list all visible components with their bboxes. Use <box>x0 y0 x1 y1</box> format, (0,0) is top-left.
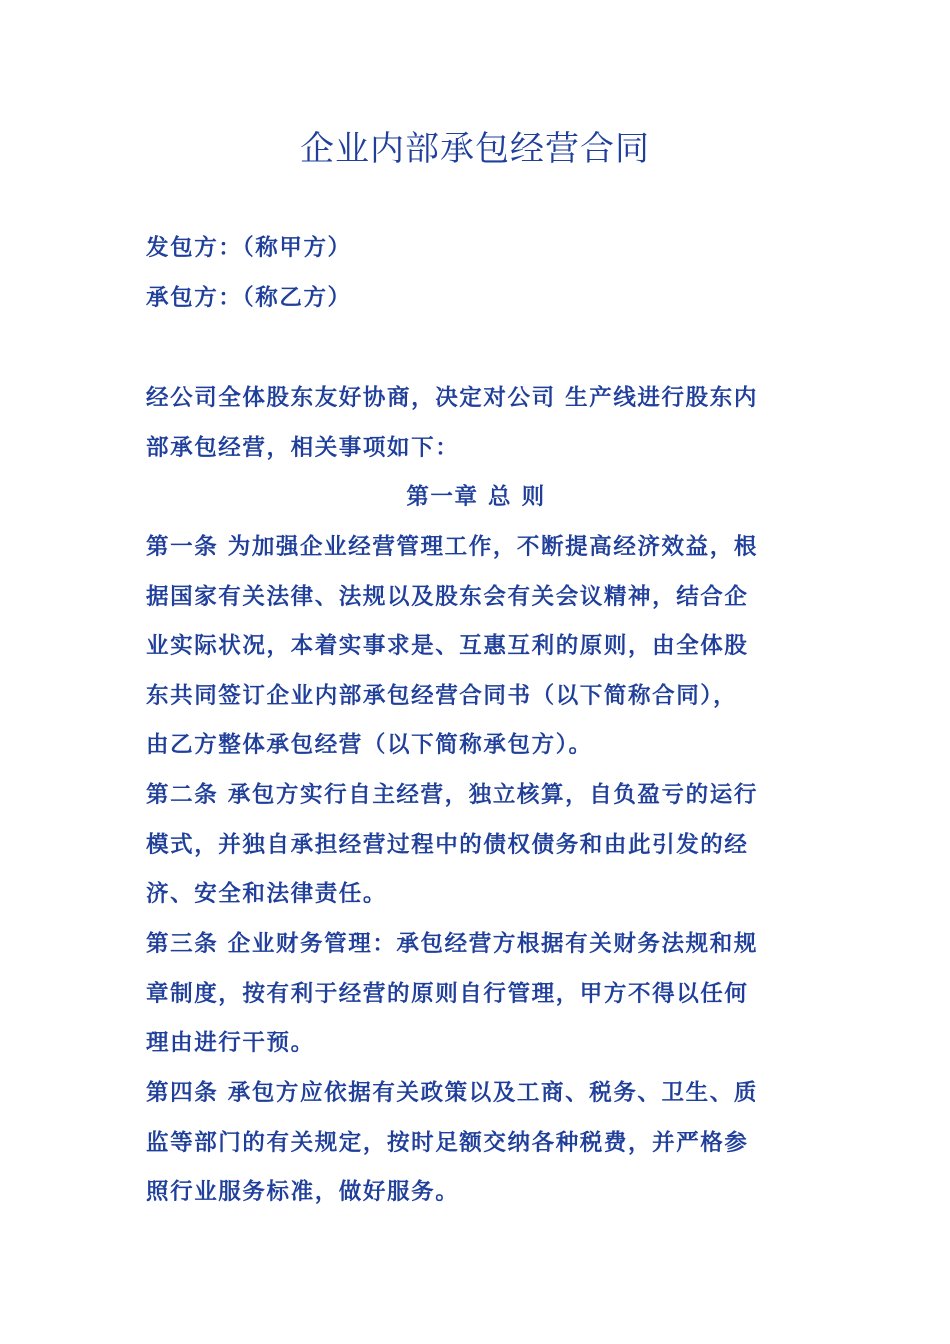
employer-party: 发包方：（称甲方） <box>146 235 352 261</box>
article-3 <box>146 920 806 1069</box>
intro-line: 部承包经营，相关事项如下： <box>146 434 460 461</box>
article-line: 监等部门的有关规定，按时足额交纳各种税费，并严格参 <box>146 1129 749 1156</box>
intro-paragraph <box>146 374 806 473</box>
article-4 <box>146 1069 806 1218</box>
article-line: 章制度，按有利于经营的原则自行管理，甲方不得以任何 <box>146 980 749 1007</box>
article-line: 第一条 为加强企业经营管理工作，不断提高经济效益，根 <box>146 534 758 560</box>
article-line: 第二条 承包方实行自主经营，独立核算，自负盈亏的运行 <box>146 782 758 808</box>
chapter-heading: 第一章 总 则 <box>406 484 546 510</box>
article-line: 照行业服务标准，做好服务。 <box>146 1179 460 1205</box>
article-line: 由乙方整体承包经营（以下简称承包方）。 <box>146 732 593 758</box>
intro-line: 经公司全体股东友好协商，决定对公司 生产线进行股东内 <box>146 385 758 411</box>
contractor-party: 承包方：（称乙方） <box>146 284 352 311</box>
article-line: 济、安全和法律责任。 <box>146 881 388 907</box>
article-line: 东共同签订企业内部承包经营合同书（以下简称合同）， <box>146 682 738 709</box>
article-2 <box>146 771 806 920</box>
article-line: 理由进行干预。 <box>146 1030 315 1056</box>
article-line: 据国家有关法律、法规以及股东会有关会议精神，结合企 <box>146 583 749 610</box>
article-1 <box>146 523 806 771</box>
article-line: 业实际状况，本着实事求是、互惠互利的原则，由全体股 <box>146 633 749 659</box>
article-line: 模式，并独自承担经营过程中的债权债务和由此引发的经 <box>146 831 749 858</box>
parties-block <box>146 224 806 323</box>
article-line: 第三条 企业财务管理：承包经营方根据有关财务法规和规 <box>146 931 758 957</box>
document-title: 企业内部承包经营合同 <box>300 129 650 169</box>
article-line: 第四条 承包方应依据有关政策以及工商、税务、卫生、质 <box>146 1080 758 1106</box>
